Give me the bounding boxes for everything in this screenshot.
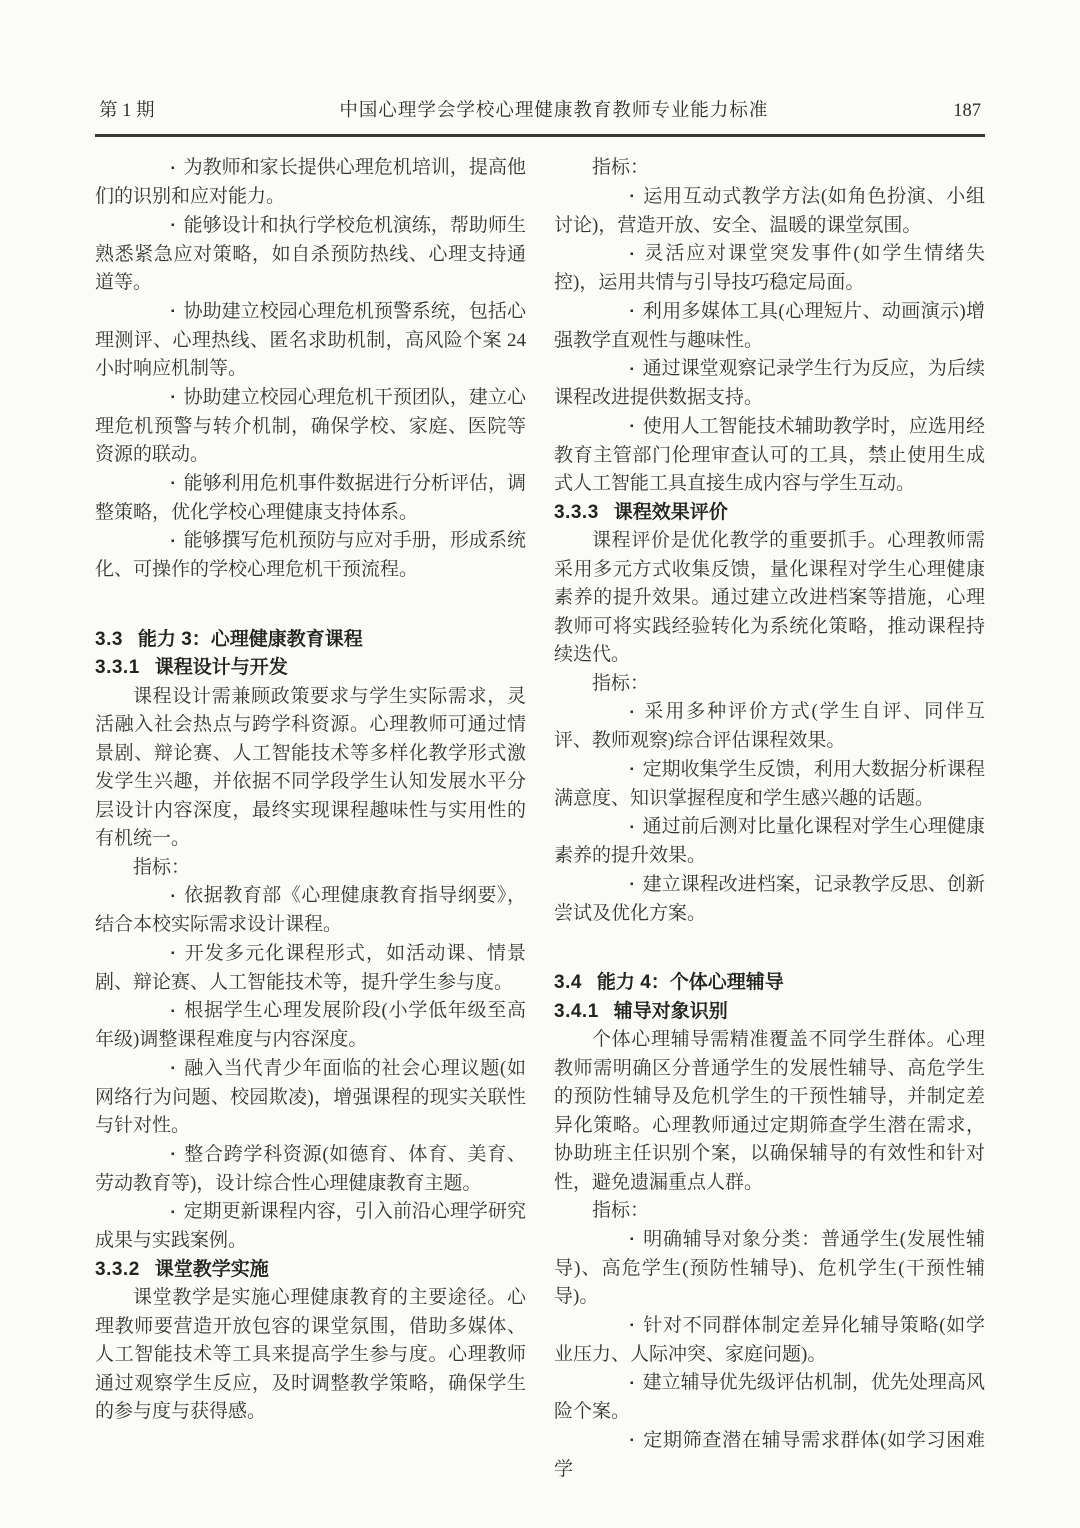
heading-number: 3.3.3 xyxy=(554,501,599,523)
bullet-item: ▪ 运用互动式教学方法(如角色扮演、小组讨论)，营造开放、安全、温暖的课堂氛围。 xyxy=(554,183,985,241)
heading-number: 3.4 xyxy=(554,972,582,993)
bullet-item: ▪ 协助建立校园心理危机预警系统，包括心理测评、心理热线、匿名求助机制，高风险个案 24 小时响应机制等。 xyxy=(95,298,526,384)
bullet-item: ▪ 建立辅导优先级评估机制，优先处理高风险个案。 xyxy=(554,1369,985,1427)
bullet-icon: ▪ xyxy=(171,306,175,317)
indicators-label: 指标： xyxy=(133,856,191,878)
bullet-item: ▪ 定期收集学生反馈，利用大数据分析课程满意度、知识掌握程度和学生感兴趣的话题。 xyxy=(554,756,985,814)
paragraph: 课程评价是优化教学的重要抓手。心理教师需采用多元方式收集反馈，量化课程对学生心理健康素养的提升效果。通过建立改进档案等措施，心理教师可将实践经验转化为系统化策略，推动课程持续迭代。 xyxy=(554,530,985,665)
bullet-item: ▪ 利用多媒体工具(心理短片、动画演示)增强教学直观性与趣味性。 xyxy=(554,298,985,356)
bullet-icon: ▪ xyxy=(630,1234,634,1245)
bullet-item: ▪ 建立课程改进档案，记录教学反思、创新尝试及优化方案。 xyxy=(554,871,985,929)
running-title: 中国心理学会学校心理健康教育教师专业能力标准 xyxy=(339,101,769,121)
bullet-icon: ▪ xyxy=(630,1320,634,1331)
bullet-icon: ▪ xyxy=(171,220,175,231)
bullet-icon: ▪ xyxy=(171,535,175,547)
bullet-item: ▪ 依据教育部《心理健康教育指导纲要》，结合本校实际需求设计课程。 xyxy=(95,882,526,940)
page-number: 187 xyxy=(953,101,981,121)
heading-number: 3.3 xyxy=(95,628,123,650)
bullet-icon: ▪ xyxy=(630,879,634,890)
bullet-item: ▪ 采用多种评价方式(学生自评、同伴互评、教师观察)综合评估课程效果。 xyxy=(554,698,985,756)
bullet-icon: ▪ xyxy=(630,706,634,718)
subsection-heading: 3.3.1 课程设计与开发 xyxy=(95,657,288,678)
bullet-item: ▪ 能够利用危机事件数据进行分析评估，调整策略，优化学校心理健康支持体系。 xyxy=(95,470,526,528)
indicators-label: 指标： xyxy=(592,1200,650,1221)
bullet-icon: ▪ xyxy=(171,392,175,403)
subsection-heading: 3.4.1 辅导对象识别 xyxy=(554,1000,728,1022)
bullet-icon: ▪ xyxy=(171,890,175,902)
bullet-icon: ▪ xyxy=(630,306,634,317)
indicators-label: 指标： xyxy=(592,672,650,694)
bullet-icon: ▪ xyxy=(630,363,634,375)
paragraph: 课程设计需兼顾政策要求与学生实际需求，灵活融入社会热点与跨学科资源。心理教师可通过情景剧、辩论赛、人工智能技术等多样化教学形式激发学生兴趣，并依据不同学段学生认知发展水平分层设计内容深度，最终实现课程趣味性与实用性的有机统一。 xyxy=(95,685,526,849)
two-column-body xyxy=(95,154,985,1484)
bullet-item: ▪ 通过课堂观察记录学生行为反应，为后续课程改进提供数据支持。 xyxy=(554,355,985,413)
bullet-icon: ▪ xyxy=(630,248,634,260)
indicators-label: 指标： xyxy=(592,157,650,178)
bullet-item: ▪ 能够撰写危机预防与应对手册，形成系统化、可操作的学校心理危机干预流程。 xyxy=(95,527,526,585)
heading-number: 3.3.1 xyxy=(95,657,140,678)
left-column xyxy=(95,154,526,1484)
bullet-item: ▪ 为教师和家长提供心理危机培训，提高他们的识别和应对能力。 xyxy=(95,154,526,212)
bullet-item: ▪ 整合跨学科资源(如德育、体育、美育、劳动教育等)，设计综合性心理健康教育主题。 xyxy=(95,1141,526,1199)
bullet-item: ▪ 能够设计和执行学校危机演练，帮助师生熟悉紧急应对策略，如自杀预防热线、心理支持通道等。 xyxy=(95,212,526,298)
bullet-item: ▪ 定期筛查潜在辅导需求群体(如学习困难学 xyxy=(554,1427,985,1485)
bullet-icon: ▪ xyxy=(630,1377,634,1389)
bullet-item: ▪ 定期更新课程内容，引入前沿心理学研究成果与实践案例。 xyxy=(95,1198,526,1256)
bullet-item: ▪ 针对不同群体制定差异化辅导策略(如学业压力、人际冲突、家庭问题)。 xyxy=(554,1312,985,1370)
bullet-icon: ▪ xyxy=(171,1063,175,1074)
heading-number: 3.3.2 xyxy=(95,1258,140,1280)
bullet-icon: ▪ xyxy=(630,191,634,202)
bullet-item: ▪ 根据学生心理发展阶段(小学低年级至高年级)调整课程难度与内容深度。 xyxy=(95,997,526,1055)
bullet-icon: ▪ xyxy=(171,1005,175,1017)
paragraph: 课堂教学是实施心理健康教育的主要途径。心理教师要营造开放包容的课堂氛围，借助多媒体、人工智能技术等工具来提高学生参与度。心理教师通过观察学生反应，及时调整教学策略，确保学生的参与度与获得感。 xyxy=(95,1287,526,1422)
heading-number: 3.4.1 xyxy=(554,1000,599,1022)
bullet-icon: ▪ xyxy=(171,1149,175,1160)
bullet-icon: ▪ xyxy=(171,162,175,174)
bullet-item: ▪ 明确辅导对象分类：普通学生(发展性辅导)、高危学生(预防性辅导)、危机学生(干预性辅导)。 xyxy=(554,1226,985,1312)
subsection-heading: 3.3.2 课堂教学实施 xyxy=(95,1258,269,1280)
bullet-icon: ▪ xyxy=(171,948,175,959)
section-heading: 3.4 能力 4：个体心理辅导 xyxy=(554,972,784,993)
subsection-heading: 3.3.3 课程效果评价 xyxy=(554,501,728,523)
bullet-item: ▪ 通过前后测对比量化课程对学生心理健康素养的提升效果。 xyxy=(554,813,985,871)
bullet-item: ▪ 灵活应对课堂突发事件(如学生情绪失控)，运用共情与引导技巧稳定局面。 xyxy=(554,240,985,298)
bullet-icon: ▪ xyxy=(171,1206,175,1218)
section-heading: 3.3 能力 3：心理健康教育课程 xyxy=(95,628,363,650)
issue-label: 第 1 期 xyxy=(99,101,155,121)
bullet-item: ▪ 使用人工智能技术辅助教学时，应选用经教育主管部门伦理审查认可的工具，禁止使用生成式人工智能工具直接生成内容与学生互动。 xyxy=(554,413,985,499)
bullet-icon: ▪ xyxy=(630,421,634,432)
bullet-icon: ▪ xyxy=(630,821,634,833)
bullet-item: ▪ 融入当代青少年面临的社会心理议题(如网络行为问题、校园欺凌)，增强课程的现实关联性与针对性。 xyxy=(95,1055,526,1141)
page-header xyxy=(95,96,985,137)
bullet-icon: ▪ xyxy=(630,1435,634,1446)
right-column xyxy=(554,154,985,1484)
bullet-item: ▪ 开发多元化课程形式，如活动课、情景剧、辩论赛、人工智能技术等，提升学生参与度。 xyxy=(95,940,526,998)
bullet-icon: ▪ xyxy=(630,764,634,775)
bullet-item: ▪ 协助建立校园心理危机干预团队，建立心理危机预警与转介机制，确保学校、家庭、医院等资源的联动。 xyxy=(95,384,526,470)
paragraph: 个体心理辅导需精准覆盖不同学生群体。心理教师需明确区分普通学生的发展性辅导、高危学生的预防性辅导及危机学生的干预性辅导，并制定差异化策略。心理教师通过定期筛查学生潜在需求，协助班主任识别个案，以确保辅导的有效性和针对性，避免遗漏重点人群。 xyxy=(554,1029,985,1193)
bullet-icon: ▪ xyxy=(171,478,175,489)
